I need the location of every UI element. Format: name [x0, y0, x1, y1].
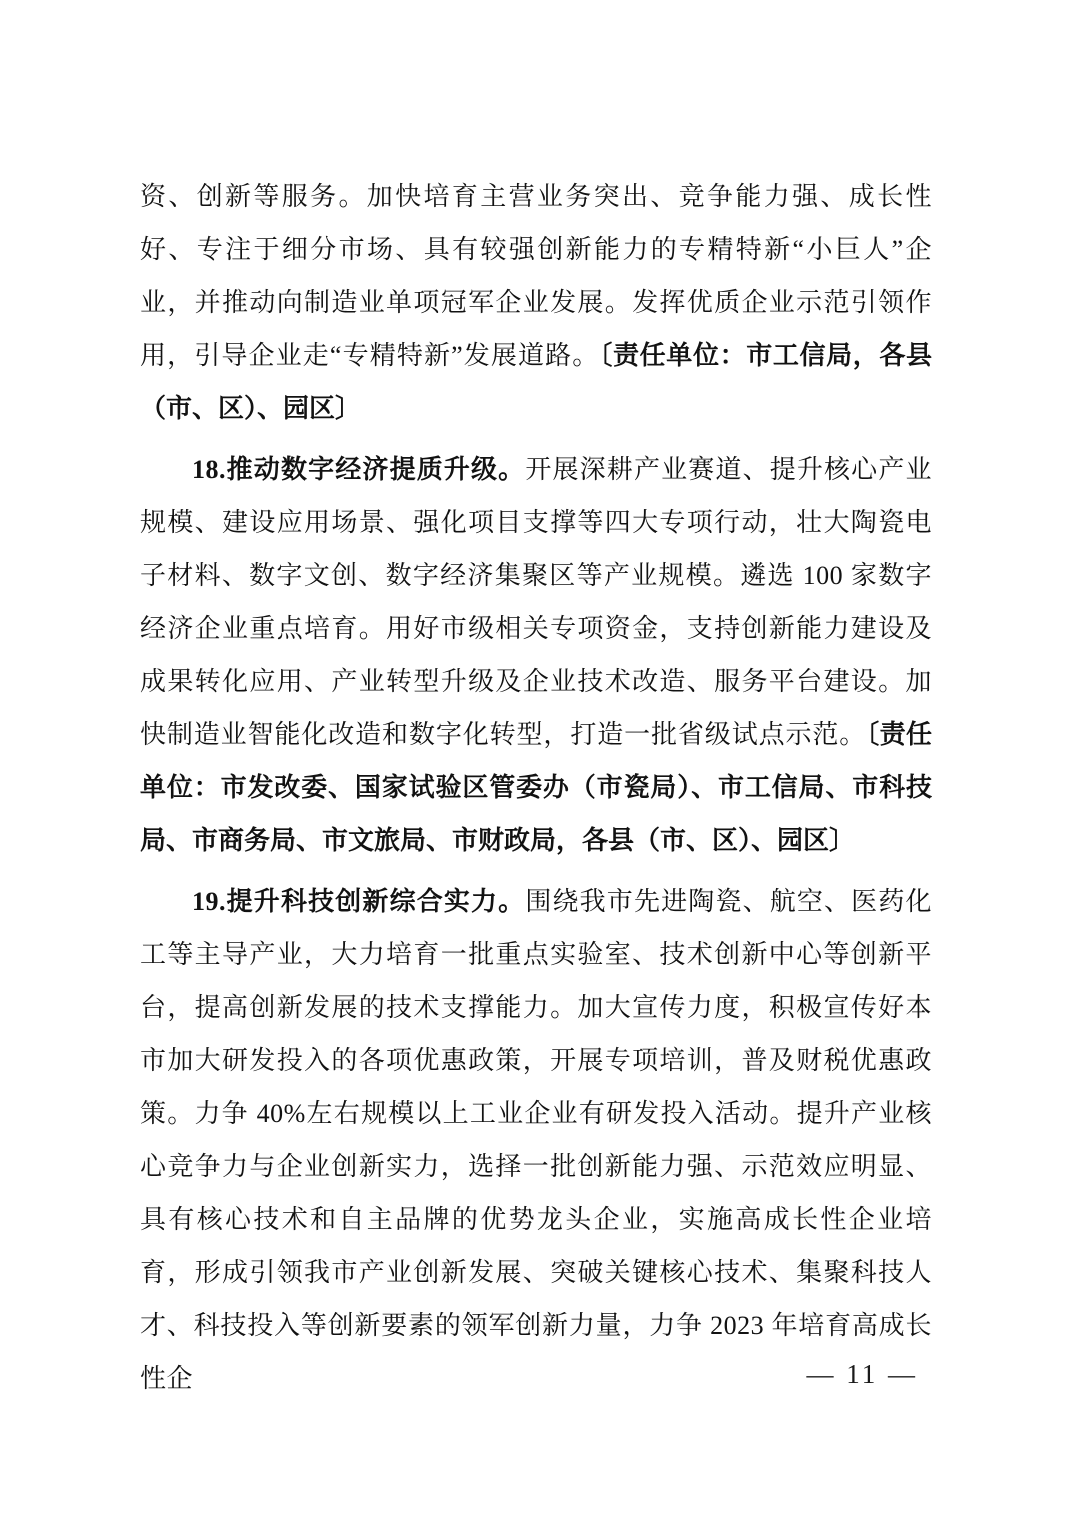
para19-body-text: 围绕我市先进陶瓷、航空、医药化工等主导产业，大力培育一批重点实验室、技术创新中心等创新平台，提高创新发展的技术支撑能力。加大宣传力度，积极宣传好本市加大研发投入的各项优惠政策，开展专项培训，普及财税优惠政策。力争 40%左右规模以上工业企业有研发投入活动。提升产业核心竞争力与企业创新实力，选择一批创新能力强、示范效应明显、具有核心技术和自主品牌的优势龙头企业，实施高成长性企业培育，形成引领我市产业创新发展、突破关键核心技术、集聚科技人才、科技投入等创新要素的领军创新力量，力争 2023 年培育高成长性企	[140, 887, 932, 1393]
para18-body-text: 开展深耕产业赛道、提升核心产业规模、建设应用场景、强化项目支撑等四大专项行动，壮大陶瓷电子材料、数字文创、数字经济集聚区等产业规模。遴选 100 家数字经济企业重点培育。用好市级相关专项资金，支持创新能力建设及成果转化应用、产业转型升级及企业技术改造、服务平台建设。加快制造业智能化改造和数字化转型，打造一批省级试点示范。	[140, 455, 932, 749]
para18-heading: 18.推动数字经济提质升级。	[192, 455, 526, 484]
para17-responsibility-clause: 〔责任单位：市工信局，各县（市、区）、园区〕	[140, 340, 932, 423]
para19-heading: 19.提升科技创新综合实力。	[192, 887, 526, 916]
page-number: — 11 —	[806, 1359, 918, 1389]
document-body	[140, 170, 932, 1405]
paragraph-19	[140, 875, 932, 1405]
para17-body-text: 资、创新等服务。加快培育主营业务突出、竞争能力强、成长性好、专注于细分市场、具有较强创新能力的专精特新“小巨人”企业，并推动向制造业单项冠军企业发展。发挥优质企业示范引领作用，引导企业走“专精特新”发展道路。	[140, 182, 932, 370]
paragraph-18	[140, 443, 932, 867]
para18-responsibility-clause: 〔责任单位：市发改委、国家试验区管委办（市瓷局）、市工信局、市科技局、市商务局、市文旅局、市财政局，各县（市、区）、园区〕	[140, 719, 932, 855]
paragraph-17-continuation	[140, 170, 932, 435]
